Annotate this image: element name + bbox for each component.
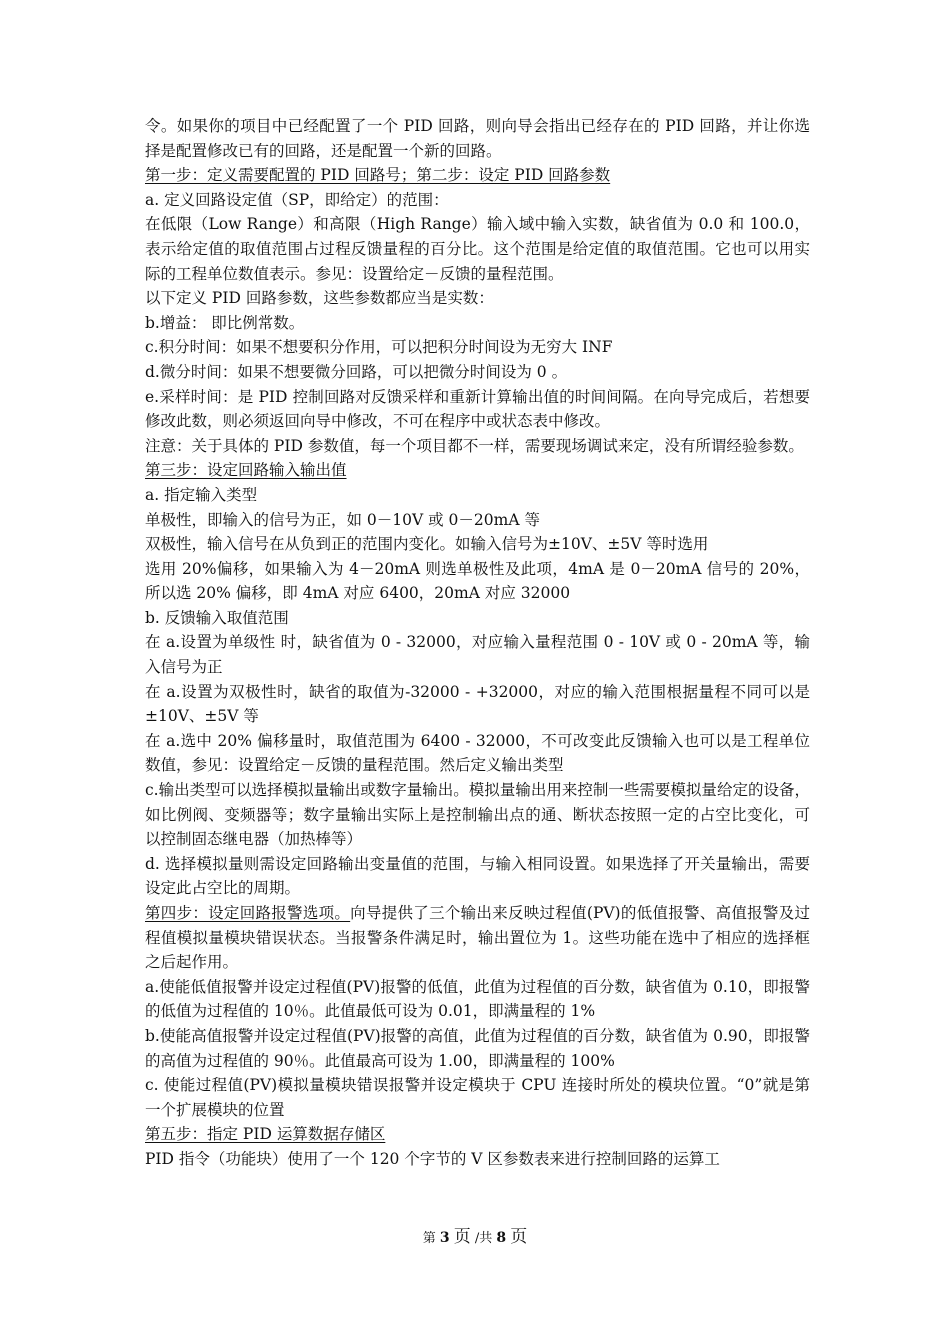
paragraph: 在低限（Low Range）和高限（High Range）输入域中输入实数，缺省值为 0.0 和 100.0，表示给定值的取值范围占过程反馈量程的百分比。这个范围是给定值的取值范围。它也可以用实际的工程单位数值表示。参见：设置给定－反馈的量程范围。 xyxy=(145,215,810,283)
page-body xyxy=(145,114,810,1172)
paragraph xyxy=(145,901,810,975)
paragraph: a. 指定输入类型 xyxy=(145,485,258,504)
paragraph: 在 a.设置为双极性时，缺省的取值为-32000 - +32000，对应的输入范围根据量程不同可以是±10V、±5V 等 xyxy=(145,682,810,726)
paragraph: PID 指令（功能块）使用了一个 120 个字节的 V 区参数表来进行控制回路的运算工 xyxy=(145,1149,720,1168)
paragraph: b. 反馈输入取值范围 xyxy=(145,608,289,627)
section-heading: 第三步：设定回路输入输出值 xyxy=(145,461,347,480)
total-pages-number: 8 xyxy=(496,1230,507,1246)
paragraph: 单极性，即输入的信号为正，如 0－10V 或 0－20mA 等 xyxy=(145,510,540,529)
paragraph: 选用 20%偏移，如果输入为 4－20mA 则选单极性及此项，4mA 是 0－20mA 信号的 20%，所以选 20% 偏移，即 4mA 对应 6400，20mA 对应 32000 xyxy=(145,559,810,603)
paragraph-text: 向导提供了三个输出来反映过程值(PV)的低值报警、高值报警及过程值模拟量模块错误状态。当报警条件满足时，输出置位为 1。这些功能在选中了相应的选择框之后起作用。 xyxy=(145,904,810,972)
section-heading: 第五步：指定 PID 运算数据存储区 xyxy=(145,1125,386,1144)
footer-page-suffix: 页 xyxy=(510,1227,528,1247)
footer-prefix: 第 xyxy=(422,1231,436,1246)
paragraph: 双极性，输入信号在从负到正的范围内变化。如输入信号为±10V、±5V 等时选用 xyxy=(145,535,709,554)
paragraph: c.积分时间：如果不想要积分作用，可以把积分时间设为无穷大 INF xyxy=(145,338,613,357)
paragraph: 在 a.选中 20% 偏移量时，取值范围为 6400 - 32000，不可改变此反馈输入也可以是工程单位数值，参见：设置给定－反馈的量程范围。然后定义输出类型 xyxy=(145,731,810,775)
footer-page-label: 页 xyxy=(453,1227,471,1247)
section-heading: 第一步：定义需要配置的 PID 回路号；第二步：设定 PID 回路参数 xyxy=(145,166,611,185)
paragraph: 在 a.设置为单级性 时，缺省值为 0 - 32000，对应输入量程范围 0 - 10V 或 0 - 20mA 等，输入信号为正 xyxy=(145,633,810,677)
page-footer xyxy=(0,1222,950,1247)
current-page-number: 3 xyxy=(439,1230,450,1246)
paragraph: c.输出类型可以选择模拟量输出或数字量输出。模拟量输出用来控制一些需要模拟量给定的设备，如比例阀、变频器等；数字量输出实际上是控制输出点的通、断状态按照一定的占空比变化，可以控制固态继电器（加热棒等） xyxy=(145,781,810,849)
paragraph: b.使能高值报警并设定过程值(PV)报警的高值，此值为过程值的百分数，缺省值为 0.90，即报警的高值为过程值的 90％。此值最高可设为 1.00，即满量程的 100% xyxy=(145,1026,810,1070)
paragraph: a. 定义回路设定值（SP，即给定）的范围： xyxy=(145,190,449,209)
footer-separator: /共 xyxy=(474,1231,493,1246)
paragraph: c. 使能过程值(PV)模拟量模块错误报警并设定模块于 CPU 连接时所处的模块位置。“0”就是第一个扩展模块的位置 xyxy=(145,1076,810,1119)
paragraph: 令。如果你的项目中已经配置了一个 PID 回路，则向导会指出已经存在的 PID 回路，并让你选择是配置修改已有的回路，还是配置一个新的回路。 xyxy=(145,117,810,160)
paragraph: d. 选择模拟量则需设定回路输出变量值的范围，与输入相同设置。如果选择了开关量输出，需要设定此占空比的周期。 xyxy=(145,854,810,898)
paragraph: b.增益： 即比例常数。 xyxy=(145,313,305,332)
paragraph: e.采样时间：是 PID 控制回路对反馈采样和重新计算输出值的时间间隔。在向导完成后，若想要修改此数，则必须返回向导中修改，不可在程序中或状态表中修改。 xyxy=(145,387,810,431)
paragraph: 注意：关于具体的 PID 参数值，每一个项目都不一样，需要现场调试来定，没有所谓经验参数。 xyxy=(145,436,804,455)
paragraph: 以下定义 PID 回路参数，这些参数都应当是实数： xyxy=(145,289,494,308)
paragraph: d.微分时间：如果不想要微分回路，可以把微分时间设为 0 。 xyxy=(145,362,568,381)
section-heading: 第四步：设定回路报警选项。 xyxy=(145,904,351,922)
paragraph: a.使能低值报警并设定过程值(PV)报警的低值，此值为过程值的百分数，缺省值为 0.10，即报警的低值为过程值的 10％。此值最低可设为 0.01，即满量程的 1% xyxy=(145,977,810,1021)
